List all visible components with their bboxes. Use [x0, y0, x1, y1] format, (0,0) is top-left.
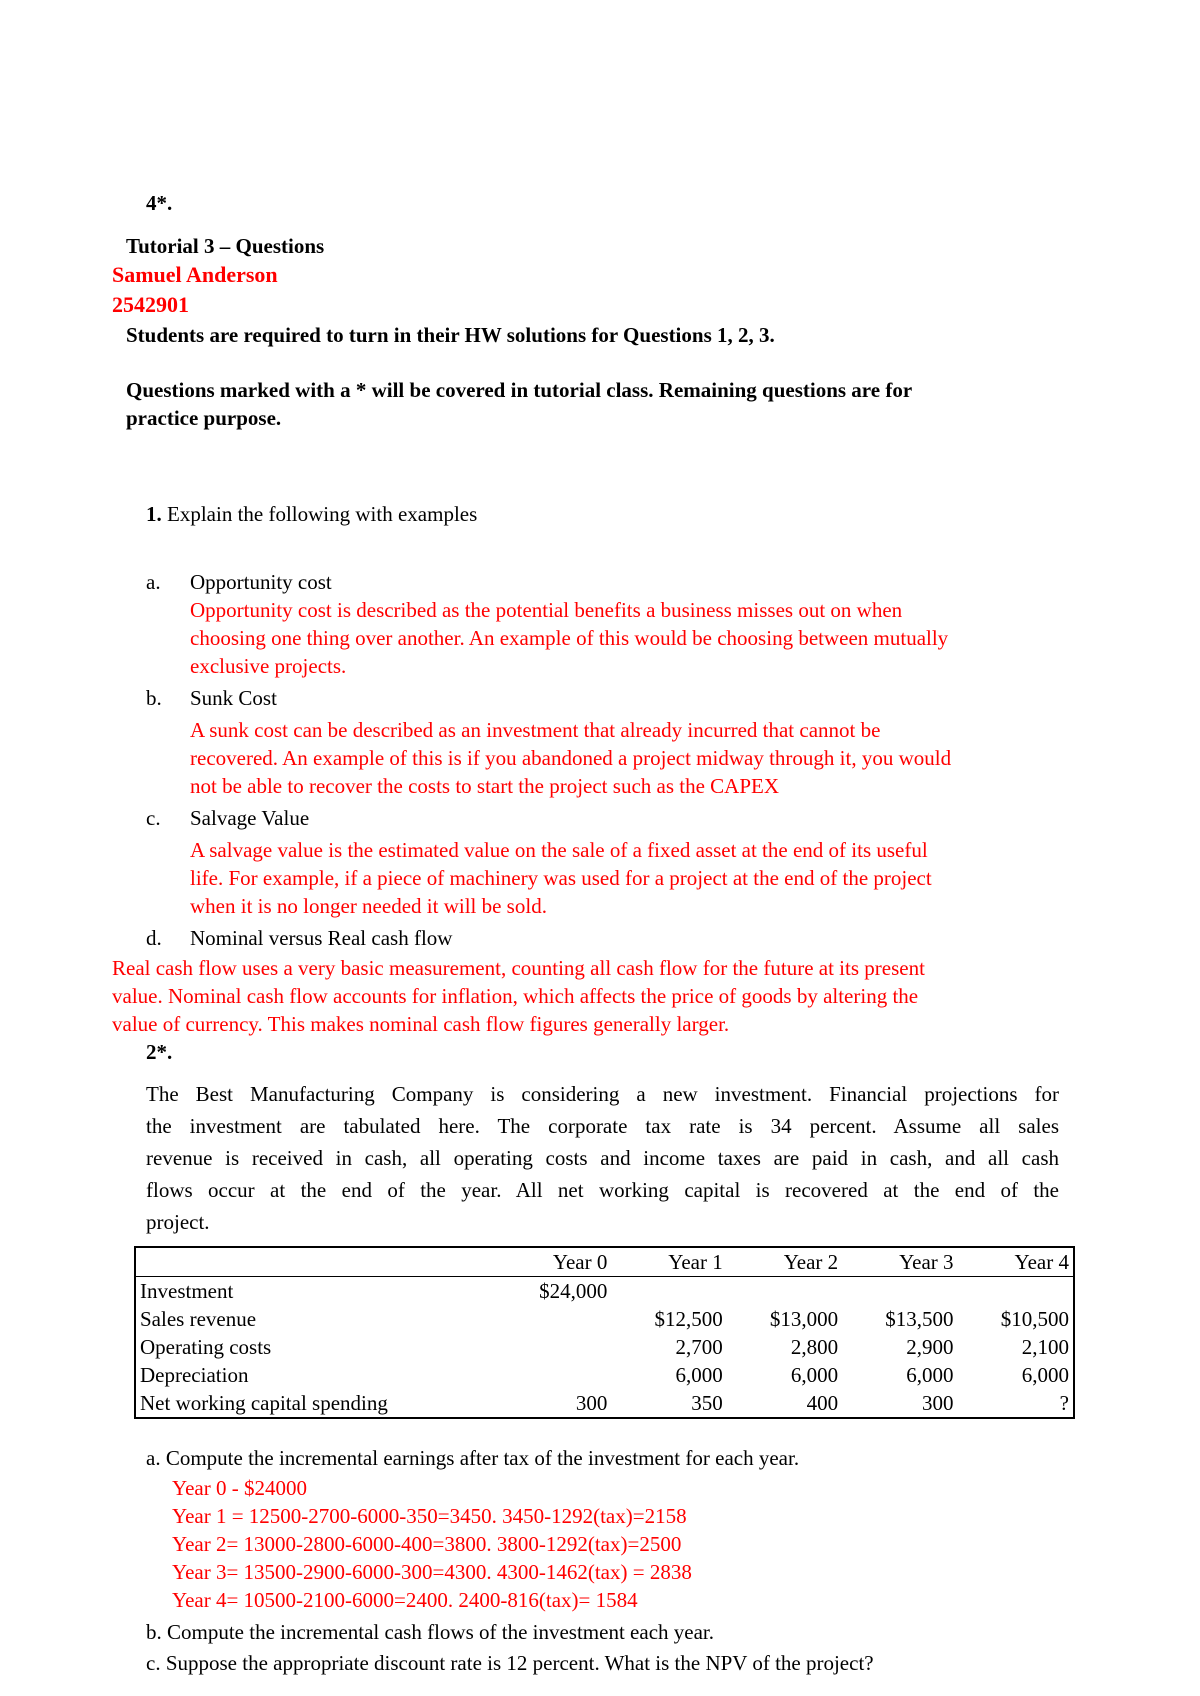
table-cell: 6,000: [675, 1363, 723, 1387]
table-cell: $24,000: [539, 1279, 608, 1303]
paragraph-line: project.: [146, 1210, 210, 1234]
answer-line: Year 3= 13500-2900-6000-300=4300. 4300-1462(tax) = 2838: [172, 1560, 692, 1584]
q1-item-c-answer: [190, 836, 932, 920]
answer-line: Year 1 = 12500-2700-6000-350=3450. 3450-1292(tax)=2158: [172, 1504, 687, 1528]
table-cell: [842, 1277, 957, 1306]
table-header-cell: Year 1: [611, 1247, 726, 1277]
answer-line: choosing one thing over another. An example of this would be choosing between mutually: [190, 626, 949, 650]
table-cell: Operating costs: [140, 1335, 272, 1359]
financial-projections-table: [134, 1246, 1075, 1419]
q1-item-d-answer: [112, 954, 925, 1038]
q2-number: 2*.: [146, 1040, 173, 1064]
question-number-heading: 4*.: [146, 191, 173, 215]
table-cell: [958, 1277, 1074, 1306]
table-header-cell: [135, 1247, 505, 1277]
table-cell: 350: [691, 1391, 723, 1415]
table-cell: [505, 1333, 611, 1361]
answer-line: A sunk cost can be described as an investment that already incurred that cannot be: [190, 718, 881, 742]
note-line-2: practice purpose.: [126, 406, 282, 430]
note-line-1: Questions marked with a * will be covered in tutorial class. Remaining questions are for: [126, 378, 913, 402]
table-cell: 6,000: [790, 1363, 839, 1387]
q1-item-a-label: Opportunity cost: [190, 570, 332, 594]
table-row: [135, 1389, 1074, 1418]
paragraph-line: the investment are tabulated here. The corporate tax rate is 34 percent. Assume all sales: [146, 1114, 1059, 1138]
q1-item-b-answer: [190, 716, 951, 800]
answer-line: recovered. An example of this is if you abandoned a project midway through it, you would: [190, 746, 952, 770]
answer-line: not be able to recover the costs to start the project such as the CAPEX: [190, 774, 780, 798]
q2-part-a-answers: [172, 1474, 692, 1614]
paragraph-line: revenue is received in cash, all operating costs and income taxes are paid in cash, and all cash: [146, 1146, 1059, 1170]
table-cell: 400: [806, 1391, 839, 1415]
table-cell: [505, 1361, 611, 1389]
table-row: [135, 1361, 1074, 1389]
student-id: 2542901: [112, 292, 189, 317]
q2-paragraph: [146, 1078, 1059, 1238]
table-cell: 6,000: [1021, 1363, 1069, 1387]
q2-part-b: b. Compute the incremental cash flows of the investment each year.: [146, 1620, 714, 1644]
table-row: [135, 1277, 1074, 1306]
answer-line: when it is no longer needed it will be sold.: [190, 894, 547, 918]
table-cell: Net working capital spending: [140, 1391, 388, 1415]
table-cell: [611, 1277, 726, 1306]
q1-heading: [146, 502, 477, 527]
answer-line: life. For example, if a piece of machinery was used for a project at the end of the project: [190, 866, 932, 890]
table-cell: 6,000: [906, 1363, 954, 1387]
table-cell: 2,800: [790, 1335, 839, 1359]
answer-line: exclusive projects.: [190, 654, 347, 678]
table-cell: Depreciation: [140, 1363, 249, 1387]
table-cell: ?: [1059, 1391, 1069, 1415]
paragraph-line: flows occur at the end of the year. All net working capital is recovered at the end of the: [146, 1178, 1059, 1202]
table-cell: [727, 1277, 842, 1306]
q1-item-d-label: Nominal versus Real cash flow: [190, 926, 453, 950]
table-row: [135, 1305, 1074, 1333]
answer-line: A salvage value is the estimated value on the sale of a fixed asset at the end of its useful: [190, 838, 928, 862]
q1-item-c-letter: c.: [146, 806, 161, 830]
q1-item-c-label: Salvage Value: [190, 806, 310, 830]
q2-part-a: a. Compute the incremental earnings after tax of the investment for each year.: [146, 1446, 800, 1470]
student-name: Samuel Anderson: [112, 262, 278, 287]
answer-line: Year 4= 10500-2100-6000=2400. 2400-816(tax)= 1584: [172, 1588, 638, 1612]
instructions: Students are required to turn in their HW solutions for Questions 1, 2, 3.: [126, 323, 775, 347]
q1-item-d-letter: d.: [146, 926, 162, 950]
q1-prompt: Explain the following with examples: [167, 502, 478, 526]
answer-line: Opportunity cost is described as the potential benefits a business misses out on when: [190, 598, 903, 622]
table-header-cell: Year 2: [727, 1247, 842, 1277]
q1-item-a-letter: a.: [146, 570, 161, 594]
table-header-cell: Year 4: [958, 1247, 1074, 1277]
tutorial-title: Tutorial 3 – Questions: [126, 234, 325, 258]
table-cell: $10,500: [1000, 1307, 1069, 1331]
table-cell: 2,700: [675, 1335, 723, 1359]
table-cell: Sales revenue: [140, 1307, 257, 1331]
paragraph-line: The Best Manufacturing Company is considering a new investment. Financial projections for: [146, 1082, 1059, 1106]
table-cell: $13,500: [885, 1307, 954, 1331]
table-header-row: [135, 1247, 1074, 1277]
q1-item-b-letter: b.: [146, 686, 162, 710]
table-cell: 2,100: [1021, 1335, 1069, 1359]
table-cell: $13,000: [769, 1307, 839, 1331]
q1-item-a-answer: [190, 596, 948, 680]
table-cell: 2,900: [906, 1335, 954, 1359]
answer-line: value. Nominal cash flow accounts for inflation, which affects the price of goods by altering the: [112, 984, 919, 1008]
answer-line: Year 2= 13000-2800-6000-400=3800. 3800-1292(tax)=2500: [172, 1532, 682, 1556]
table-cell: 300: [922, 1391, 954, 1415]
table-header-cell: Year 0: [505, 1247, 611, 1277]
q1-item-b-label: Sunk Cost: [190, 686, 277, 710]
q1-number: 1.: [146, 502, 162, 526]
answer-line: value of currency. This makes nominal cash flow figures generally larger.: [112, 1012, 730, 1036]
table-cell: $12,500: [654, 1307, 723, 1331]
answer-line: Real cash flow uses a very basic measurement, counting all cash flow for the future at its present: [112, 956, 925, 980]
table-row: [135, 1333, 1074, 1361]
table-cell: [505, 1305, 611, 1333]
table-cell: Investment: [140, 1279, 234, 1303]
answer-line: Year 0 - $24000: [172, 1476, 307, 1500]
q2-part-c: c. Suppose the appropriate discount rate is 12 percent. What is the NPV of the project?: [146, 1651, 874, 1675]
table-cell: 300: [575, 1391, 608, 1415]
table-header-cell: Year 3: [842, 1247, 957, 1277]
